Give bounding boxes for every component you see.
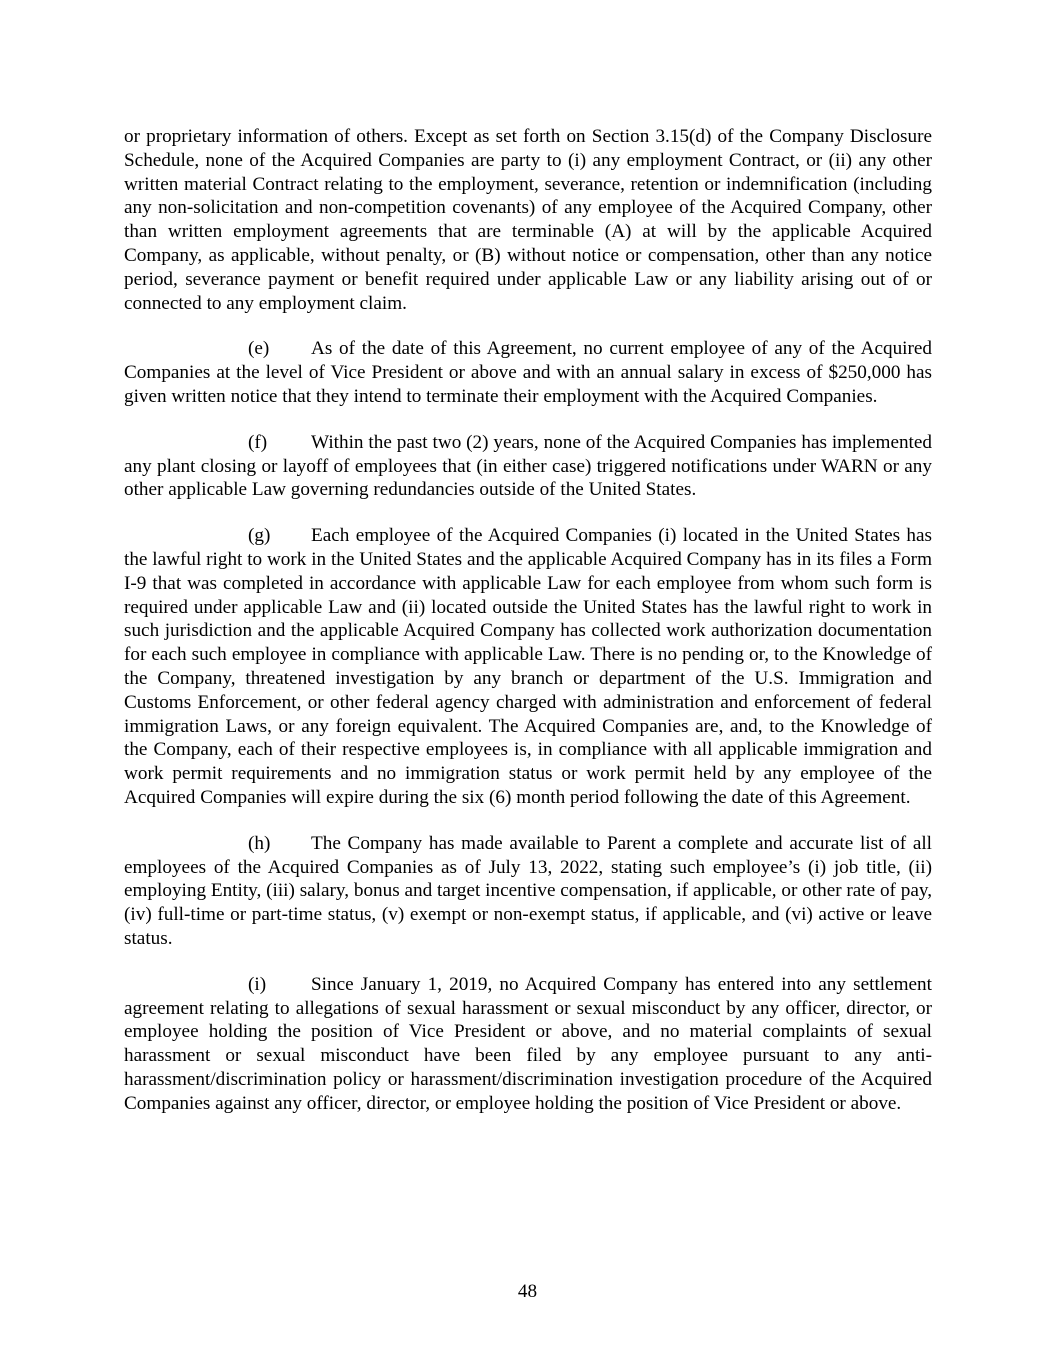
- page-number: 48: [517, 1281, 538, 1302]
- paragraph-i: [124, 973, 932, 1116]
- paragraph-text: Since January 1, 2019, no Acquired Company has entered into any settlement agreement relating to allegations of sexual harassment or sexual misconduct by any officer, director, or employee holding the position of Vice President or above, and no material complaints of sexual harassment or sexual misconduct have been filed by any employee pursuant to any anti-harassment/discrimination policy or harassment/discrimination investigation procedure of the Acquired Companies against any officer, director, or employee holding the position of Vice President or above.: [124, 973, 932, 1114]
- paragraph-text: Within the past two (2) years, none of the Acquired Companies has implemented any plant closing or layoff of employees that (in either case) triggered notifications under WARN or any other applicable Law governing redundancies outside of the United States.: [124, 431, 932, 501]
- paragraph-marker: (h): [248, 832, 271, 854]
- paragraph-text: Each employee of the Acquired Companies (i) located in the United States has the lawful right to work in the United States and the applicable Acquired Company has in its files a Form I-9 that was completed in accordance with applicable Law for each employee from whom such form is required under applicable Law and (ii) located outside the United States has the lawful right to work in such jurisdiction and the applicable Acquired Company has collected work authorization documentation for each such employee in compliance with applicable Law. There is no pending or, to the Knowledge of the Company, threatened investigation by any branch or department of the U.S. Immigration and Customs Enforcement, or other federal agency charged with administration and enforcement of federal immigration Laws, or any foreign equivalent. The Acquired Companies are, and, to the Knowledge of the Company, each of their respective employees is, in compliance with all applicable immigration and work permit requirements and no immigration status or work permit held by any employee of the Acquired Companies will expire during the six (6) month period following the date of this Agreement.: [124, 525, 932, 808]
- paragraph-f: [124, 431, 932, 502]
- paragraph-text: As of the date of this Agreement, no current employee of any of the Acquired Companies at the level of Vice President or above and with an annual salary in excess of $250,000 has given written notice that they intend to terminate their employment with the Acquired Companies.: [124, 338, 932, 407]
- paragraph-marker: (i): [248, 973, 267, 995]
- paragraph-continuation: [124, 125, 932, 315]
- document-body: [124, 125, 932, 1137]
- paragraph-text: or proprietary information of others. Except as set forth on Section 3.15(d) of the Company Disclosure Schedule, none of the Acquired Companies are party to (i) any employment Contract, or (ii) any other written material Contract relating to the employment, severance, retention or indemnification (including any non-solicitation and non-competition covenants) of any employee of the Acquired Company, other than written employment agreements that are terminable (A) at will by the applicable Acquired Company, as applicable, without penalty, or (B) without notice or compensation, other than any notice period, severance payment or benefit required under applicable Law or any liability arising out of or connected to any employment claim.: [124, 126, 932, 314]
- paragraph-marker: (g): [248, 525, 271, 547]
- paragraph-h: [124, 832, 932, 951]
- paragraph-e: [124, 337, 932, 408]
- paragraph-marker: (e): [248, 338, 270, 360]
- paragraph-g: [124, 524, 932, 810]
- paragraph-text: The Company has made available to Parent a complete and accurate list of all employees of the Acquired Companies as of July 13, 2022, stating such employee’s (i) job title, (ii) employing Entity, (iii) salary, bonus and target incentive compensation, if applicable, or other rate of pay, (iv) full-time or part-time status, (v) exempt or non-exempt status, if applicable, and (vi) active or leave status.: [124, 832, 932, 949]
- paragraph-marker: (f): [248, 431, 268, 453]
